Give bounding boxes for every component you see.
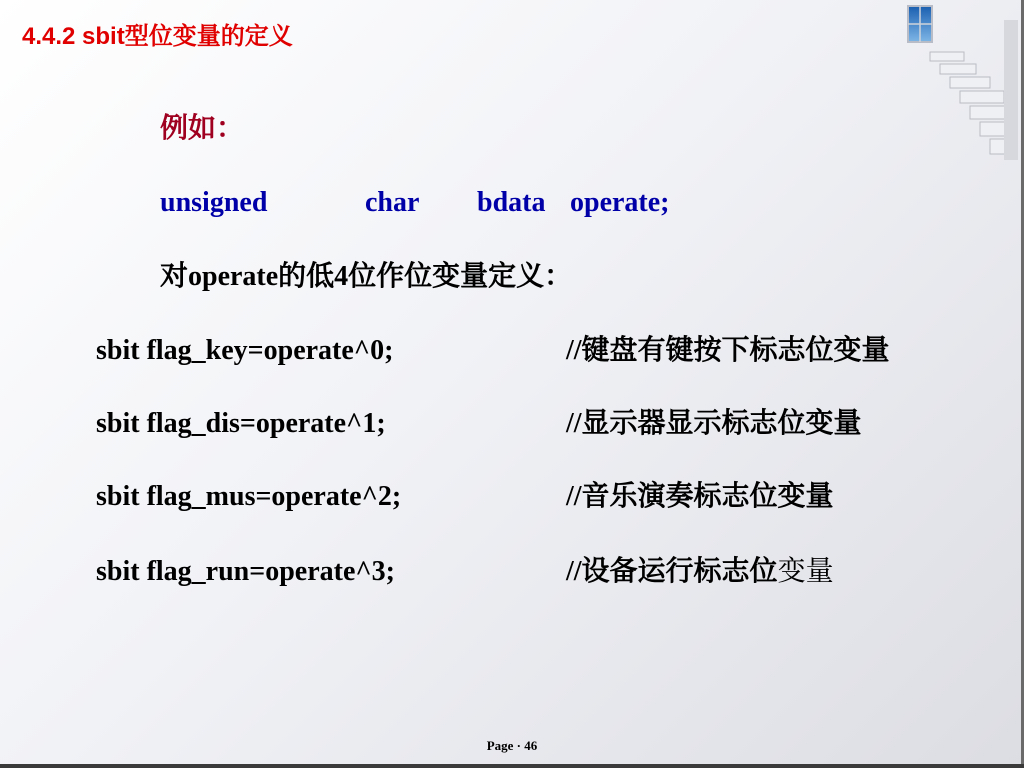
code-comment [566,334,890,368]
decl-identifier: operate; [570,187,670,218]
code-comment-tail: 变量 [777,556,834,587]
code-comment [566,480,834,514]
decl-keyword-bdata: bdata [477,187,546,218]
decl-keyword-unsigned: unsigned [160,187,268,218]
code-statement: sbit flag_run=operate^3; [96,556,395,587]
code-comment-text: //音乐演奏标志位变量 [566,481,834,512]
staircase-window-icon [900,0,1020,160]
code-comment [566,555,834,589]
code-comment-text: //键盘有键按下标志位变量 [566,335,890,366]
description-line: 对operate的低4位作位变量定义： [160,261,573,292]
code-statement: sbit flag_dis=operate^1; [96,408,386,439]
code-comment [566,407,862,441]
slide-frame-bottom [0,764,1024,768]
decl-keyword-char: char [365,187,420,218]
code-statement: sbit flag_key=operate^0; [96,335,394,366]
page-number: Page · 46 [486,738,538,753]
code-comment-text: //显示器显示标志位变量 [566,408,862,439]
code-comment-text: //设备运行标志位 [566,556,778,587]
slide-title: 4.4.2 sbit型位变量的定义 [22,23,293,50]
code-statement: sbit flag_mus=operate^2; [96,481,402,512]
example-label: 例如： [160,113,245,144]
